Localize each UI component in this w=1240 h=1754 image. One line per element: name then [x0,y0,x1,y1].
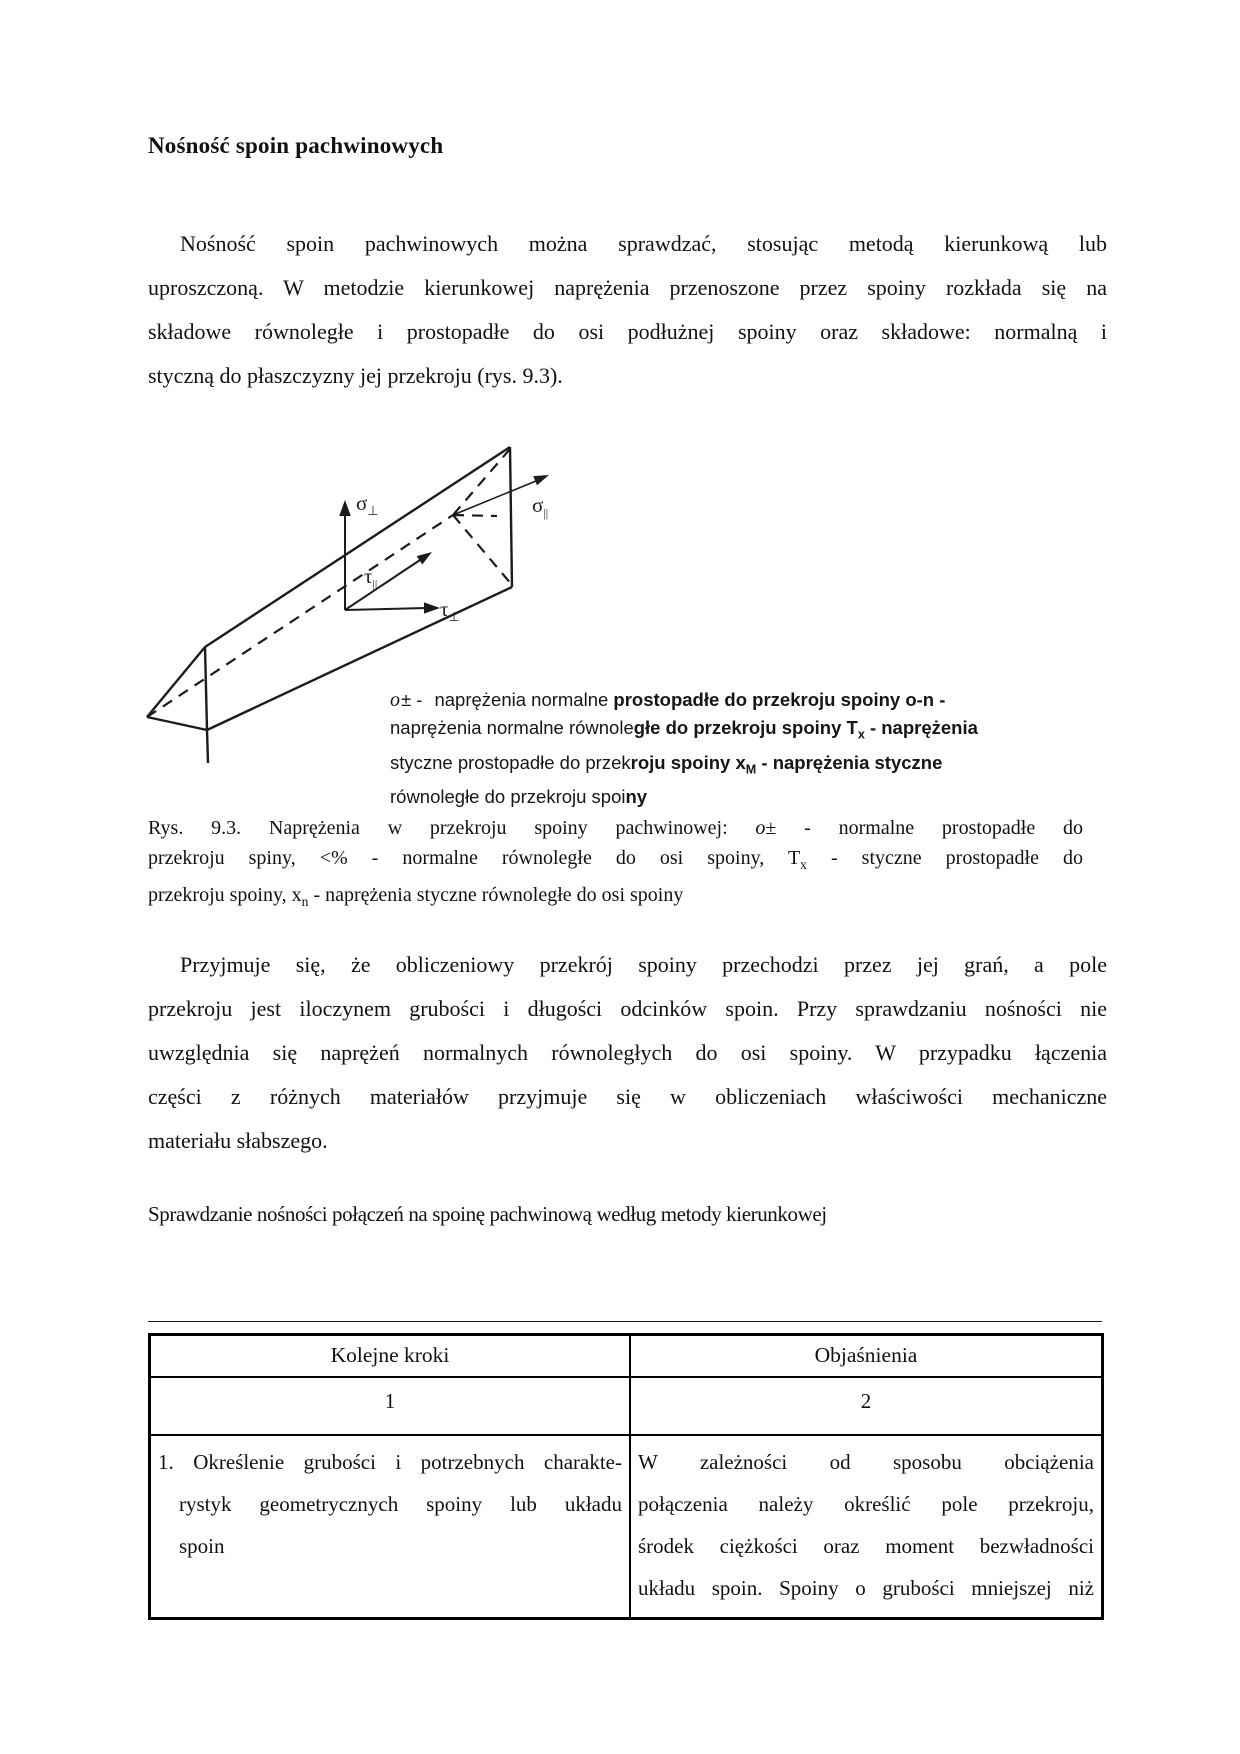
stress-arrows [339,475,549,614]
text-line: układu spoin. Spoiny o grubości mniejszej niż [638,1576,1094,1600]
tau-perp-label: $\tau_\perp$ [440,597,460,624]
explanation-cell [630,1435,1103,1619]
text-line: uwzględnia się naprężeń normalnych równoległych do osi spoiny. W przypadku łączenia [148,1040,1107,1065]
steps-cell [150,1435,631,1619]
caption-line-1 [148,813,1083,843]
text-line: rystyk geometrycznych spoiny lub układu [179,1492,622,1516]
annotation-text: naprężenia normalne [434,689,614,710]
sigma-par-arrowhead [533,475,549,485]
annotation-line-1 [390,686,1038,714]
prism-hidden-edges [147,449,512,717]
caption-text: - naprężenia styczne równoległe do osi spoiny [308,884,684,906]
sigma-par-label: $\sigma_{||}$ [532,493,549,520]
text-line: Przyjmuje się, że obliczeniowy przekrój spoiny przechodzi przez jej grań, a pole [180,952,1107,977]
annotation-text: naprężenia normalne równole [390,717,634,738]
text-line: połączenia należy określić pole przekroju, [638,1492,1094,1516]
subscript: n [301,894,309,909]
annotation-text: równoległe do przekroju spoi [390,786,626,808]
figure-caption [148,813,1083,917]
stress-labels [356,491,548,624]
caption-text: ± - normalne prostopadłe do [765,817,1084,839]
page-content [148,0,1107,1620]
table-number-row [150,1377,1103,1435]
caption-text: przekroju spiny, <% - normalne równoległe do osi spoiny, T [148,847,801,869]
caption-line-3 [148,880,1083,917]
header-objasnienia: Objaśnienia [630,1335,1103,1378]
tau-perp-arrowhead [424,602,440,613]
explanation-cell-text [631,1436,1101,1617]
annotation-text-bold: - naprężenia [864,717,978,738]
text-line: Nośność spoin pachwinowych można sprawdzać, stosując metodą kierunkową lub [180,231,1107,256]
procedure-table [148,1333,1104,1620]
tau-par-label: $\tau_{||}$ [364,564,378,591]
text-line: W zależności od sposobu obciążenia [638,1450,1094,1474]
header-kolejne-kroki: Kolejne kroki [150,1335,631,1378]
annotation-line-2 [390,714,1038,749]
subscript: M [745,762,757,777]
text-line: materiału słabszego. [148,1128,328,1153]
caption-text: przekroju spoiny, x [148,884,302,906]
figure-annotation [390,686,1038,811]
figure-9-3 [148,390,1107,808]
caption-text: - styczne prostopadłe do [806,847,1083,869]
column-number-1: 1 [150,1377,631,1435]
subscript: x [857,727,865,742]
text-line: środek ciężkości oraz moment bezwładności [638,1534,1094,1558]
sigma-perp-label: $\sigma_\perp$ [356,491,379,518]
annotation-line-4 [390,783,1038,811]
annotation-text-bold: głe do przekroju spoiny T [633,717,858,738]
annotation-text-bold: roju spoiny x [630,751,746,773]
text-line: spoin [179,1534,225,1558]
text-line: przekroju jest iloczynem grubości i długości odcinków spoin. Przy sprawdzaniu nośności nie [148,996,1107,1021]
sigma-perp-arrowhead [339,500,351,516]
annotation-text-bold: ny [625,786,648,808]
annotation-text: styczne prostopadłe do przek [390,751,631,773]
tau-par-arrowhead [417,552,432,565]
paragraph-2 [148,943,1107,1163]
subscript: x [800,857,807,872]
table-row [150,1435,1103,1619]
annotation-text-bold: - naprężenia styczne [756,751,943,773]
plus-minus: ± - [401,689,423,710]
section-heading: Sprawdzanie nośności połączeń na spoinę pachwinową według metody kierunkowej [148,1202,827,1226]
sigma-symbol: o [755,817,766,839]
column-number-2: 2 [630,1377,1103,1435]
table-header-row [150,1335,1103,1378]
annotation-line-3 [390,749,1038,784]
text-line: składowe równoległe i prostopadłe do osi podłużnej spoiny oraz składowe: normalną i [148,319,1107,344]
text-line: części z różnych materiałów przyjmuje się w obliczeniach właściwości mechaniczne [148,1084,1107,1109]
sigma-symbol: o [390,689,400,711]
steps-cell-text [151,1436,629,1575]
tau-perp-arrow [345,608,426,610]
caption-line-2 [148,843,1083,880]
text-line: styczną do płaszczyzny jej przekroju (rys. 9.3). [148,363,563,388]
paragraph-1 [148,222,1107,398]
page-title: Nośność spoin pachwinowych [148,133,444,158]
caption-text: Rys. 9.3. Naprężenia w przekroju spoiny pachwinowej: [148,817,756,839]
text-line: uproszczoną. W metodzie kierunkowej naprężenia przenoszone przez spoiny rozkłada się na [148,275,1107,300]
table-top-rule [148,1321,1102,1322]
text-line: 1. Określenie grubości i potrzebnych charakte- [158,1450,622,1474]
annotation-text-bold: prostopadłe do przekroju spoiny o-n - [613,689,946,710]
sigma-par-arrow [453,481,536,515]
tau-par-arrow [345,560,420,610]
